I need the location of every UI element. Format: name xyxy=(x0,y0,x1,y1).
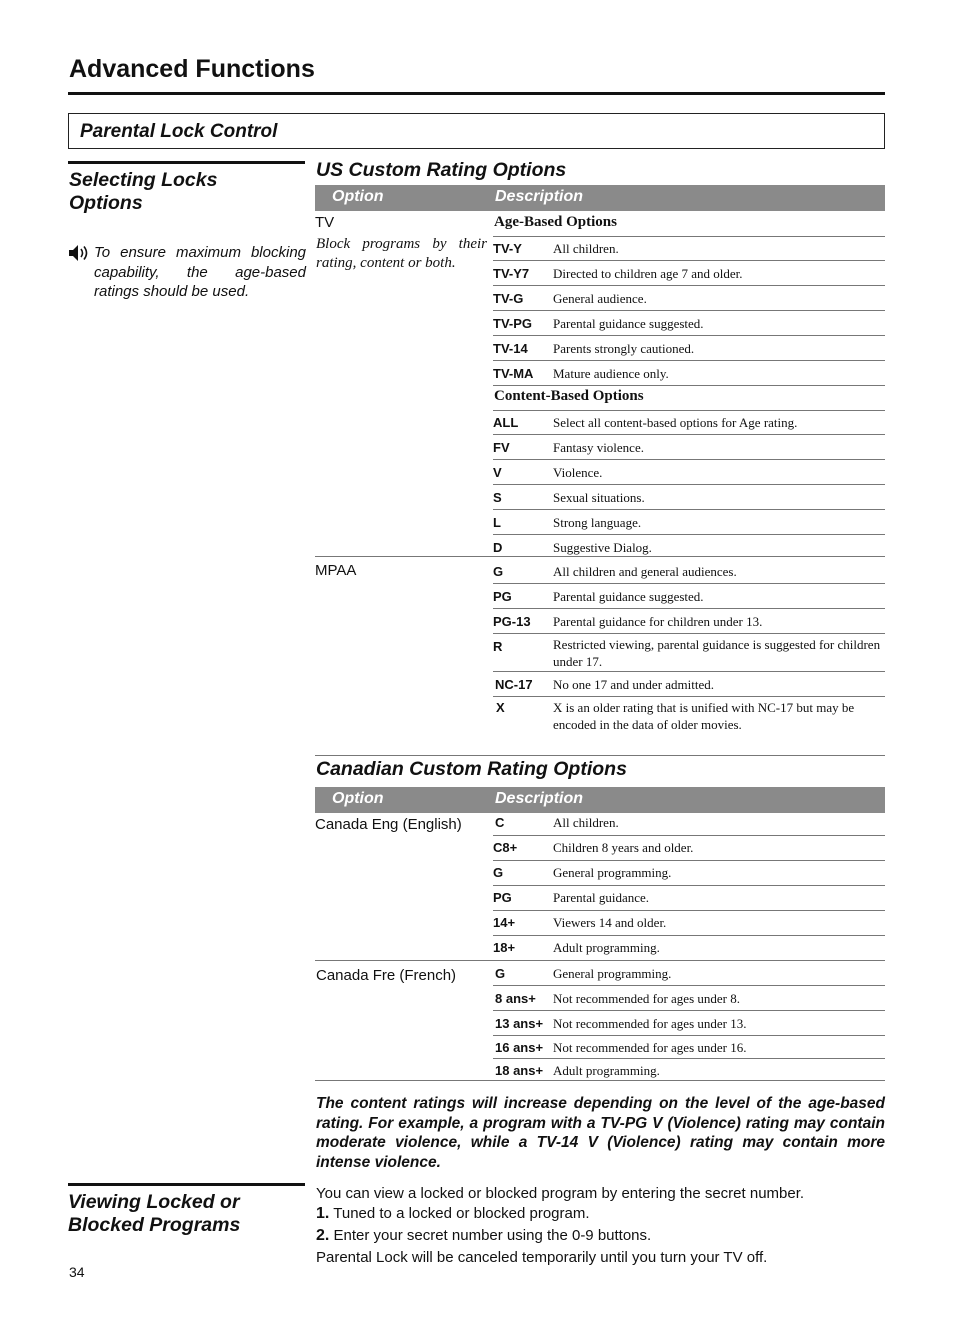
rating-description: Suggestive Dialog. xyxy=(553,540,652,555)
section-title: Parental Lock Control xyxy=(80,121,278,142)
rating-description: All children. xyxy=(553,815,619,830)
table-row xyxy=(493,510,885,535)
rating-code: PG-13 xyxy=(493,614,531,629)
rating-description: Adult programming. xyxy=(553,940,660,955)
rating-code: G xyxy=(495,966,506,981)
rating-code: PG xyxy=(493,890,512,905)
sidebar-rule-selecting xyxy=(68,161,305,164)
rating-code: C xyxy=(495,815,505,830)
table-row xyxy=(493,1059,885,1080)
tv-option-label: TV xyxy=(315,214,335,231)
rating-code: TV-MA xyxy=(493,366,534,381)
sidebar-rule-viewing xyxy=(68,1183,305,1186)
rating-description: Not recommended for ages under 16. xyxy=(553,1040,747,1055)
table-row xyxy=(493,535,885,556)
table-row xyxy=(493,261,885,286)
rating-description: Fantasy violence. xyxy=(553,440,644,455)
table-row xyxy=(493,1036,885,1059)
selecting-heading-line1: Selecting Locks xyxy=(69,169,218,191)
ratings-note: The content ratings will increase depending on the level of the age-based rating. For example, a program with a TV-PG V (Violence) rating may contain moderate violence, while a TV-14 V (Violence) rating may contain more intense violence. xyxy=(316,1095,885,1172)
table-row xyxy=(493,961,885,986)
viewing-heading-line2: Blocked Programs xyxy=(68,1214,241,1236)
tv-option-description: Block programs by their rating, content or both. xyxy=(316,236,487,271)
age-based-heading: Age-Based Options xyxy=(494,214,617,230)
ca-table-heading: Canadian Custom Rating Options xyxy=(316,758,627,780)
table-row xyxy=(493,836,885,861)
table-row xyxy=(493,811,885,836)
rating-description: Parental guidance for children under 13. xyxy=(553,614,763,629)
rating-description: All children. xyxy=(553,241,619,256)
rating-description: Select all content-based options for Age rating. xyxy=(553,415,798,430)
rating-description: Directed to children age 7 and older. xyxy=(553,266,743,281)
rating-code: 13 ans+ xyxy=(495,1016,544,1031)
rating-description: Parental guidance. xyxy=(553,890,650,905)
rating-description: General programming. xyxy=(553,966,672,981)
rating-code: X xyxy=(496,700,505,715)
blocking-note: To ensure maximum blocking capability, the age-based ratings should be used. xyxy=(94,244,306,300)
rating-code: R xyxy=(493,639,503,654)
canada-fre-label: Canada Fre (French) xyxy=(316,967,457,984)
table-row xyxy=(493,584,885,609)
table-row xyxy=(493,986,885,1011)
table-row xyxy=(493,460,885,485)
viewing-heading xyxy=(68,1191,240,1237)
rating-code: PG xyxy=(493,589,512,604)
rating-code: TV-14 xyxy=(493,341,528,356)
rating-code: 18 ans+ xyxy=(495,1063,544,1078)
rating-description: Viewers 14 and older. xyxy=(553,915,667,930)
mpaa-option-label: MPAA xyxy=(315,562,357,579)
rating-code: TV-Y7 xyxy=(493,266,530,281)
table-row xyxy=(493,236,885,261)
table-row xyxy=(493,609,885,634)
step-number: 2. xyxy=(316,1227,330,1244)
rating-description: General audience. xyxy=(553,291,647,306)
rating-code: 18+ xyxy=(493,940,516,955)
rating-description: Adult programming. xyxy=(553,1063,660,1078)
age-based-heading-row xyxy=(493,211,885,237)
rating-code: FV xyxy=(493,440,510,455)
rating-code: TV-G xyxy=(493,291,524,306)
content-based-heading: Content-Based Options xyxy=(494,388,644,404)
table-row xyxy=(493,361,885,386)
step-text: Enter your secret number using the 0-9 buttons. xyxy=(333,1227,652,1244)
rating-description: Parental guidance suggested. xyxy=(553,316,704,331)
table-row xyxy=(493,559,885,584)
step-text: Tuned to a locked or blocked program. xyxy=(333,1205,590,1222)
rating-code: 16 ans+ xyxy=(495,1040,544,1055)
viewing-outro: Parental Lock will be canceled temporarily until you turn your TV off. xyxy=(316,1249,768,1266)
rating-description: Restricted viewing, parental guidance is suggested for children under 17. xyxy=(553,637,881,669)
table-bottom-rule xyxy=(315,1080,885,1081)
rating-code: NC-17 xyxy=(495,677,533,692)
ca-table-header xyxy=(315,787,885,813)
rating-description: Violence. xyxy=(553,465,603,480)
table-row xyxy=(493,634,885,672)
content-based-heading-row xyxy=(493,386,885,411)
selecting-heading-line2: Options xyxy=(69,192,143,214)
table-row xyxy=(493,435,885,460)
rating-code: 14+ xyxy=(493,915,516,930)
option-column-header: Option xyxy=(332,188,384,205)
rating-code: D xyxy=(493,540,503,555)
rating-code: L xyxy=(493,515,501,530)
rating-code: TV-Y xyxy=(493,241,522,256)
rating-code: TV-PG xyxy=(493,316,533,331)
rating-code: S xyxy=(493,490,502,505)
table-row xyxy=(493,410,885,435)
mpaa-divider xyxy=(315,556,885,557)
rating-description: No one 17 and under admitted. xyxy=(553,677,715,692)
us-table-header xyxy=(315,185,885,211)
table-row xyxy=(493,485,885,510)
rating-description: Not recommended for ages under 13. xyxy=(553,1016,747,1031)
rating-code: C8+ xyxy=(493,840,518,855)
table-row xyxy=(493,286,885,311)
description-column-header: Description xyxy=(495,790,584,807)
rating-code: 8 ans+ xyxy=(495,991,536,1006)
canada-eng-label: Canada Eng (English) xyxy=(315,816,462,833)
rating-description: Mature audience only. xyxy=(553,366,669,381)
viewing-heading-line1: Viewing Locked or xyxy=(68,1191,240,1213)
rating-description: Parental guidance suggested. xyxy=(553,589,704,604)
rating-description: Not recommended for ages under 8. xyxy=(553,991,740,1006)
page-title: Advanced Functions xyxy=(69,55,315,83)
rating-description: Parents strongly cautioned. xyxy=(553,341,695,356)
rating-code: G xyxy=(493,865,504,880)
title-rule xyxy=(68,92,885,95)
table-row xyxy=(493,911,885,936)
step-1 xyxy=(316,1205,590,1223)
rating-description: Strong language. xyxy=(553,515,642,530)
selecting-heading xyxy=(69,169,217,215)
table-row xyxy=(493,697,885,737)
step-2 xyxy=(316,1227,651,1245)
rating-code: ALL xyxy=(493,415,519,430)
rating-description: X is an older rating that is unified with NC-17 but may be encoded in the data of older movies. xyxy=(553,700,855,732)
description-column-header: Description xyxy=(495,188,584,205)
table-row xyxy=(493,672,885,697)
rating-description: General programming. xyxy=(553,865,672,880)
section-divider xyxy=(315,755,885,756)
table-row xyxy=(493,936,885,960)
step-number: 1. xyxy=(316,1205,330,1222)
viewing-intro: You can view a locked or blocked program by entering the secret number. xyxy=(316,1185,805,1202)
section-box xyxy=(68,113,885,149)
table-row xyxy=(493,311,885,336)
table-row xyxy=(493,336,885,361)
rating-description: All children and general audiences. xyxy=(553,564,737,579)
page-number: 34 xyxy=(69,1264,85,1280)
us-table-heading: US Custom Rating Options xyxy=(316,159,567,181)
rating-code: G xyxy=(493,564,504,579)
table-row xyxy=(493,861,885,886)
rating-description: Children 8 years and older. xyxy=(553,840,694,855)
speaker-icon xyxy=(68,244,90,262)
rating-code: V xyxy=(493,465,502,480)
option-column-header: Option xyxy=(332,790,384,807)
table-row xyxy=(493,886,885,911)
rating-description: Sexual situations. xyxy=(553,490,645,505)
table-row xyxy=(493,1011,885,1036)
